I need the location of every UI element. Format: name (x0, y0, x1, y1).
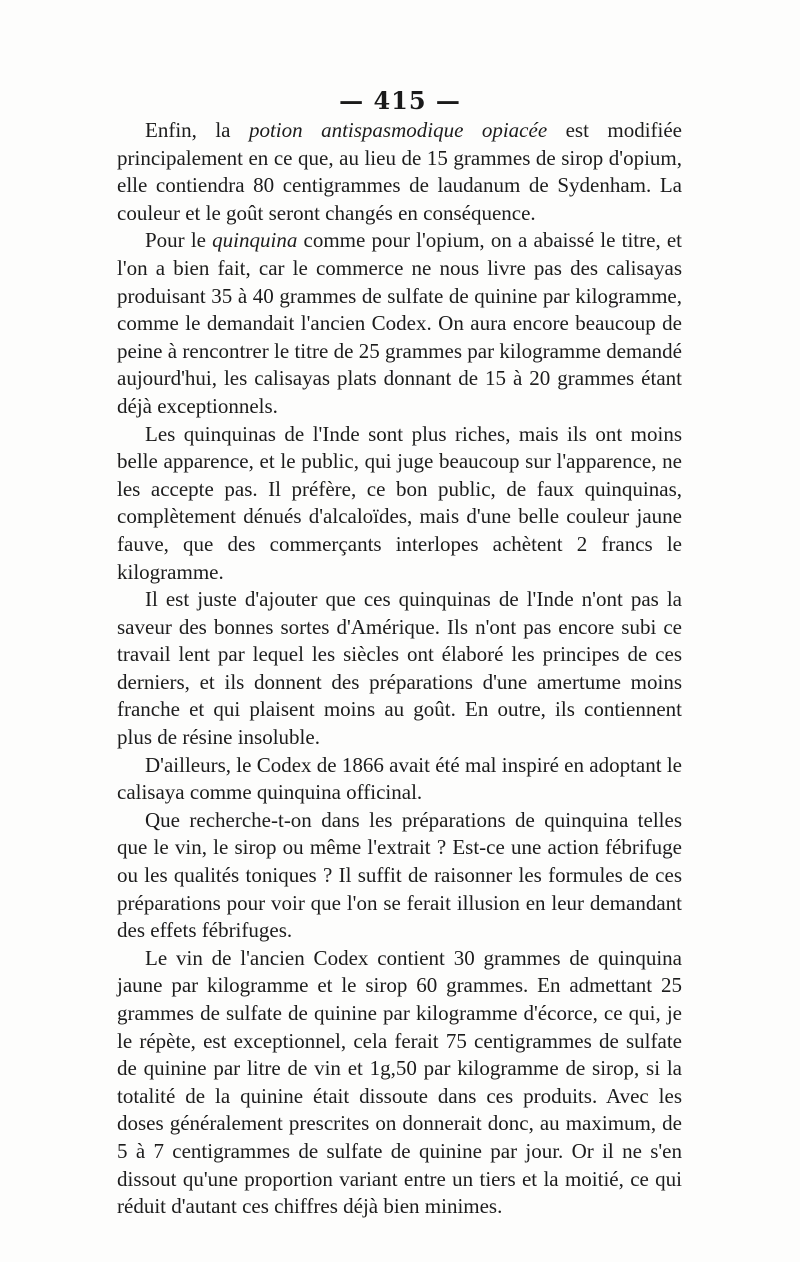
paragraph (117, 945, 682, 1221)
paragraph-text: est modifiée principalement en ce que, au lieu de 15 grammes de sirop d'opium, elle contiendra 80 centigrammes de laudanum de Sydenham. La couleur et le goût seront changés en conséquence. (117, 118, 682, 225)
paragraph (117, 117, 682, 227)
page-number: — 415 — (339, 86, 461, 115)
paragraph (117, 586, 682, 752)
body-text (117, 117, 682, 1221)
paragraph-text: Les quinquinas de l'Inde sont plus riches, mais ils ont moins belle apparence, et le public, qui juge beaucoup sur l'apparence, ne les accepte pas. Il préfère, ce bon public, de faux quinquinas, complètement dénués d'alcaloïdes, mais d'une belle couleur jaune fauve, que des commerçants interlopes achètent 2 francs le kilogramme. (117, 421, 682, 584)
paragraph (117, 807, 682, 945)
paragraph-text: Que recherche-t-on dans les préparations de quinquina telles que le vin, le sirop ou même l'extrait ? Est-ce une action fébrifuge ou les qualités toniques ? Il suffit de raisonner les formules de ces préparations pour voir que l'on se ferait illusion en leur demandant des effets fébrifuges. (117, 807, 682, 943)
paragraph (117, 752, 682, 807)
italic-term: potion antispasmodique opiacée (248, 118, 548, 142)
paragraph (117, 227, 682, 420)
paragraph-text: Le vin de l'ancien Codex contient 30 grammes de quinquina jaune par kilogramme et le sirop 60 grammes. En admettant 25 grammes de sulfate de quinine par kilogramme d'écorce, ce qui, je le répète, est exceptionnel, cela ferait 75 centigrammes de sulfate de quinine par litre de vin et 1g,50 par kilogramme de sirop, si la totalité de la quinine était dissoute dans ces produits. Avec les doses généralement prescrites on donnerait donc, au maximum, de 5 à 7 centigrammes de sulfate de quinine par jour. Or il ne s'en dissout qu'une proportion variant entre un tiers et la moitié, ce qui réduit d'autant ces chiffres déjà bien minimes. (117, 945, 682, 1219)
paragraph-text: Il est juste d'ajouter que ces quinquinas de l'Inde n'ont pas la saveur des bonnes sortes d'Amérique. Ils n'ont pas encore subi ce travail lent par lequel les siècles ont élaboré les principes de ces derniers, et ils donnent des préparations d'une amertume moins franche et qui plaisent moins au goût. En outre, ils contiennent plus de résine insoluble. (117, 587, 682, 750)
paragraph-text: Enfin, la (145, 118, 249, 142)
italic-term: quinquina (212, 228, 298, 253)
paragraph-text: Pour le (145, 228, 213, 253)
paragraph-text: D'ailleurs, le Codex de 1866 avait été mal inspiré en adoptant le calisaya comme quinquina officinal. (117, 752, 682, 805)
paragraph-text: comme pour l'opium, on a abaissé le titre, et l'on a bien fait, car le commerce ne nous livre pas des calisayas produisant 35 à 40 grammes de sulfate de quinine par kilogramme, comme le demandait l'ancien Codex. On aura encore beaucoup de peine à rencontrer le titre de 25 grammes par kilogramme demandé aujourd'hui, les calisayas plats donnant de 15 à 20 grammes étant déjà exceptionnels. (117, 228, 683, 418)
paragraph (117, 421, 682, 587)
